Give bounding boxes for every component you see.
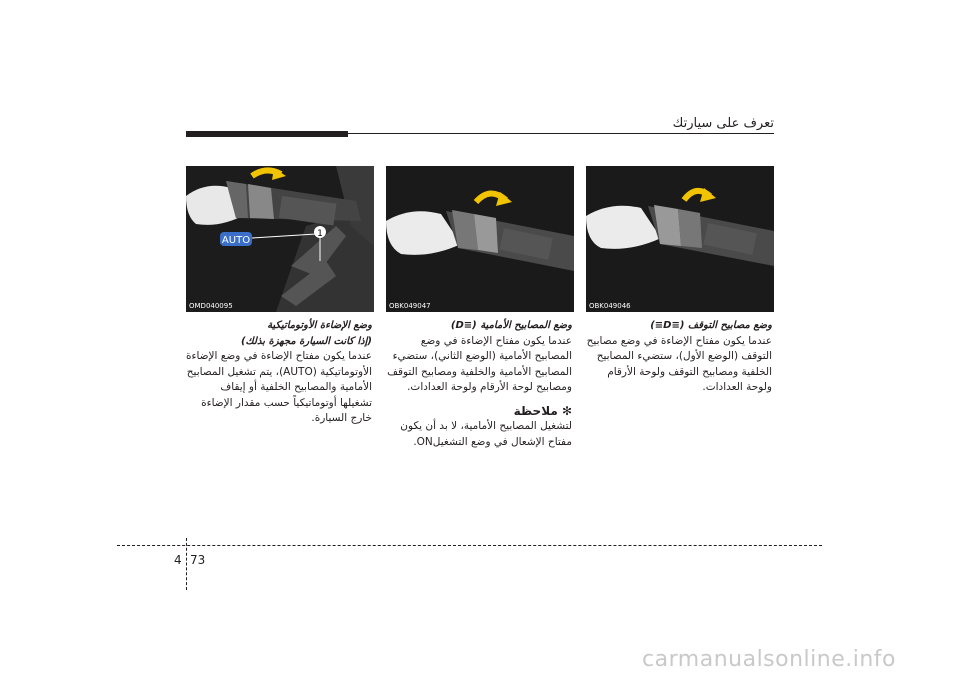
section-auto-title: وضع الإضاءة الأوتوماتيكية [267,320,372,331]
header-title: تعرف على سيارتك [672,116,774,131]
chapter-number: 4 [174,553,182,567]
note-heading: ✻ ملاحظة [513,403,572,418]
section-auto-subtitle: (إذا كانت السيارة مجهزة بذلك) [240,335,372,347]
star-icon: ✻ [561,403,572,418]
watermark: carmanualsonline.info [642,647,896,672]
auto-label: AUTO [221,235,251,246]
photo-code: OMD040095 [189,302,233,310]
section-parking [586,318,772,396]
headlamp-icon: ≡D [455,320,473,331]
photo-code: OBK049047 [389,302,431,310]
footer-rule [117,545,822,546]
section-auto [186,318,372,427]
section-headlamp-title: وضع المصابيح الأمامية (≡D) [450,320,572,331]
section-headlamp-body: عندما يكون مفتاح الإضاءة في وضع المصابيح الأمامية (الوضع الثاني)، ستضيء المصابيح الأمامية والخلفية ومصابيح التوقف ومصابيح لوحة الأرقام ولوحة العدادات. [387,334,572,393]
section-parking-body: عندما يكون مفتاح الإضاءة في وضع مصابيح التوقف (الوضع الأول)، ستضيء المصابيح الخلفية ومصابيح التوقف ولوحة الأرقام ولوحة العدادات. [586,334,772,393]
callout-number: 1 [317,229,323,239]
header-bar [186,131,348,137]
photo-code: OBK049046 [589,302,631,310]
section-headlamp [386,318,572,450]
photo-auto-switch [186,166,374,312]
photo-headlamp-switch [386,166,574,312]
section-parking-title: وضع مصابيح التوقف (≡D≡) [650,320,772,331]
photo-parking-switch [586,166,774,312]
parking-lamp-icon: ≡D≡ [654,320,680,331]
note-body: لتشغيل المصابيح الأمامية، لا بد أن يكون مفتاح الإشعال في وضع التشغيلON. [400,420,572,448]
footer-divider [186,538,188,590]
section-auto-body: عندما يكون مفتاح الإضاءة في وضع الإضاءة الأوتوماتيكية (AUTO)، يتم تشغيل المصابيح الأمامية والمصابيح الخلفية أو إيقاف تشغيلها أوتوماتيكياً حسب مقدار الإضاءة خارج السيارة. [186,350,372,424]
page-number: 73 [190,553,206,567]
